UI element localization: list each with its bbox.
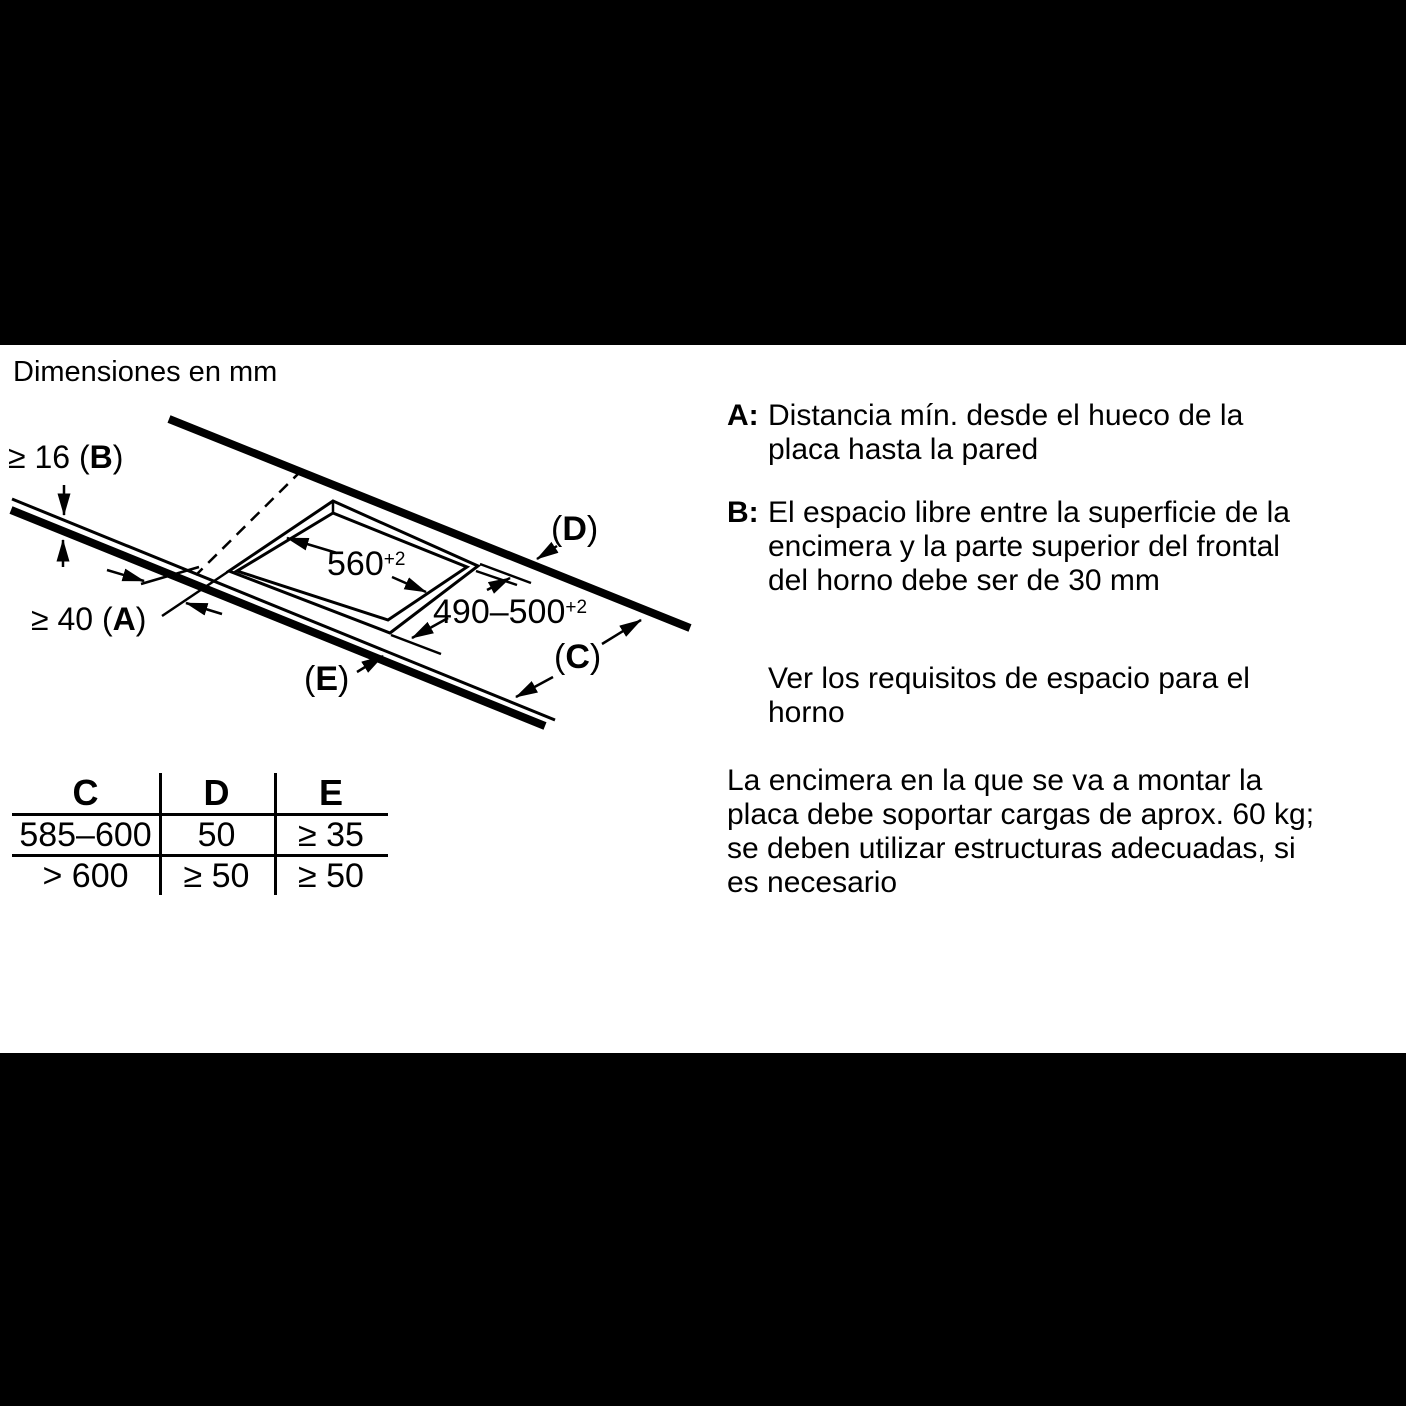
countertop-back-edge-line (169, 419, 690, 628)
table-cell-r1-c: 585–600 (19, 816, 152, 854)
dim-560-label (327, 545, 405, 584)
label-c-leader-arrow-lower (516, 677, 553, 697)
label-c-close-paren: ) (589, 638, 602, 676)
table-cell-r1-e: ≥ 35 (298, 816, 364, 854)
letterbox-top-bar (0, 0, 1406, 345)
table-cell-r2-e: ≥ 50 (298, 857, 364, 895)
dim-560-tolerance: +2 (383, 549, 406, 570)
installation-sheet (0, 345, 1406, 1053)
letterbox-bottom-bar (0, 1053, 1406, 1406)
label-d-open-paren: ( (551, 510, 563, 548)
note-load-line: se deben utilizar estructuras adecuadas, si (727, 832, 1296, 865)
dim-490-label (433, 593, 587, 632)
note-oven-space (768, 662, 1250, 730)
table-header-c: C (72, 772, 99, 813)
legend-b-line: El espacio libre entre la superficie de la (768, 496, 1290, 529)
label-d (551, 510, 598, 549)
legend-a-line: placa hasta la pared (768, 433, 1039, 466)
table-header-e: E (318, 772, 343, 813)
table-divider-de (274, 773, 277, 895)
label-e-close-paren: ) (338, 660, 350, 698)
label-c (554, 638, 601, 677)
legend-a-text (768, 399, 1243, 467)
note-load-line: placa debe soportar cargas de aprox. 60 kg; (727, 798, 1315, 831)
table-cell-r2-c: > 600 (42, 857, 129, 895)
dim-a-arrow-left (107, 570, 144, 581)
label-c-letter: C (565, 638, 590, 676)
dim-490-extension-line-inner (476, 571, 517, 585)
note-load-capacity (727, 764, 1314, 900)
legend-a-label: A: (727, 399, 759, 432)
table-header-d: D (203, 772, 230, 813)
label-c-open-paren: ( (554, 638, 566, 676)
legend-b-line: del horno debe ser de 30 mm (768, 564, 1160, 597)
dim-490-value: 490–500 (433, 593, 566, 631)
label-d-letter: D (562, 510, 587, 548)
dim-a-suffix: ) (135, 601, 147, 637)
note-load-line: es necesario (727, 866, 898, 899)
dim-560-value: 560 (327, 545, 384, 583)
note-oven-line: Ver los requisitos de espacio para el (768, 662, 1250, 695)
table-cell-r1-d: 50 (197, 816, 236, 854)
clearance-table (12, 773, 388, 895)
label-e (304, 660, 349, 699)
dim-a-letter: A (112, 601, 136, 637)
label-c-leader-arrow-upper (602, 620, 641, 644)
table-cell-r2-d: ≥ 50 (183, 857, 250, 895)
legend-b-text (768, 496, 1290, 598)
dim-490-tolerance: +2 (565, 597, 588, 618)
label-e-letter: E (315, 660, 339, 698)
legend-a-line: Distancia mín. desde el hueco de la (768, 399, 1244, 432)
dim-a-label (31, 601, 146, 638)
label-d-close-paren: ) (586, 510, 599, 548)
dim-b-letter: B (89, 439, 113, 475)
dim-a-prefix: ≥ 40 ( (31, 601, 113, 637)
legend-b-label: B: (727, 496, 759, 529)
dim-490-extension-line-bottom (391, 635, 441, 654)
dim-a-arrow-right (186, 603, 222, 614)
dim-b-prefix: ≥ 16 ( (8, 439, 90, 475)
note-oven-line: horno (768, 696, 845, 729)
dim-b-label (8, 439, 123, 476)
dim-b-suffix: ) (112, 439, 124, 475)
table-divider-cd (159, 773, 162, 895)
note-load-line: La encimera en la que se va a montar la (727, 764, 1263, 797)
legend-b-line: encimera y la parte superior del frontal (768, 530, 1280, 563)
page-title: Dimensiones en mm (13, 356, 278, 388)
label-e-open-paren: ( (304, 660, 316, 698)
